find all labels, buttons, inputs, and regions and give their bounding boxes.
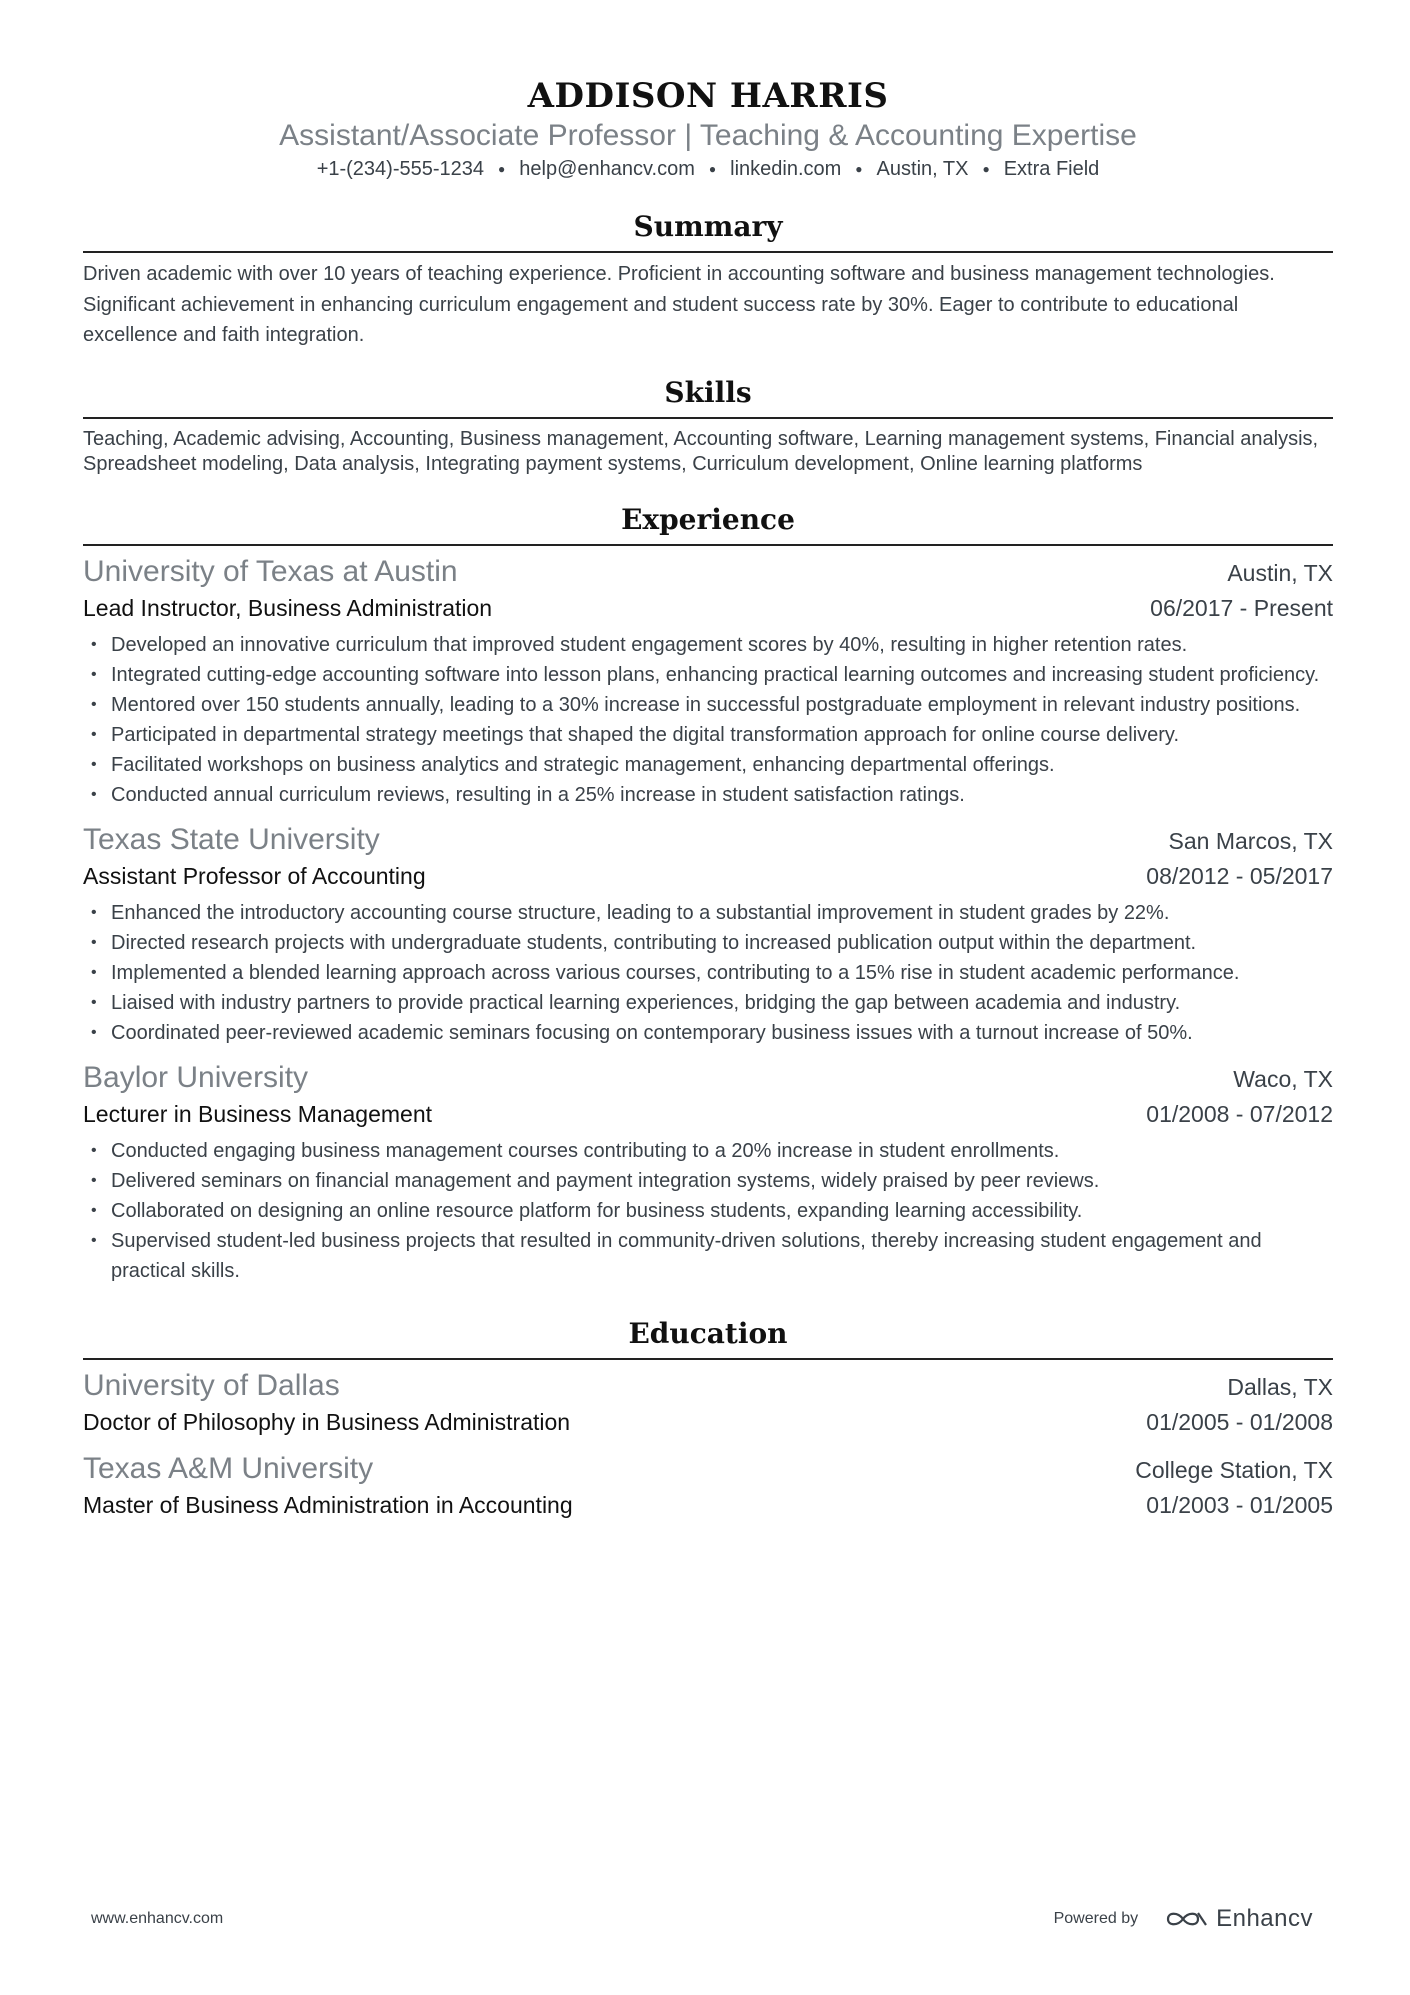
footer-url[interactable]: www.enhancv.com — [91, 1910, 224, 1927]
bullet-item: • Directed research projects with undergraduate students, contributing to increased publication output within the department. — [83, 928, 1333, 958]
bullet-item: • Developed an innovative curriculum that improved student engagement scores by 40%, resulting in higher retention rates. — [83, 630, 1333, 660]
candidate-name: ADDISON HARRIS — [527, 76, 889, 116]
resume-header — [83, 0, 1333, 181]
powered-by-label: Powered by — [1053, 1910, 1139, 1927]
candidate-title: Assistant/Associate Professor | Teaching & Accounting Expertise — [279, 119, 1137, 152]
resume-page — [83, 0, 1333, 1995]
summary-text: Driven academic with over 10 years of teaching experience. Proficient in accounting software and business management technologies. Significant achievement in enhancing curriculum engagement and student success rate by 30%. Eager to contribute to educational excellence and faith integration. — [83, 263, 1275, 346]
job-title: Lecturer in Business Management — [83, 1100, 433, 1127]
bullet-item: • Participated in departmental strategy meetings that shaped the digital transformation approach for online course delivery. — [83, 720, 1333, 750]
contact-linkedin[interactable]: linkedin.com — [730, 158, 842, 180]
education-dates: 01/2005 - 01/2008 — [1146, 1408, 1333, 1435]
job-title: Lead Instructor, Business Administration — [83, 594, 493, 621]
school-name: University of Dallas — [83, 1368, 340, 1402]
separator-dot: ● — [498, 162, 506, 176]
contact-location: Austin, TX — [876, 158, 969, 180]
contact-phone: +1-(234)-555-1234 — [316, 158, 485, 180]
job-dates: 08/2012 - 05/2017 — [1146, 862, 1333, 889]
job-dates: 01/2008 - 07/2012 — [1146, 1100, 1333, 1127]
bullet-item: • Collaborated on designing an online resource platform for business students, expanding learning accessibility. — [83, 1196, 1333, 1226]
job-bullets — [83, 1136, 1333, 1286]
section-divider — [83, 417, 1333, 419]
brand-logo[interactable] — [1164, 1905, 1313, 1933]
bullet-item: • Conducted engaging business management courses contributing to a 20% increase in student enrollments. — [83, 1136, 1333, 1166]
job-bullets — [83, 898, 1333, 1048]
degree-name: Doctor of Philosophy in Business Administration — [83, 1408, 571, 1435]
job-dates: 06/2017 - Present — [1150, 594, 1333, 621]
contact-line — [83, 157, 1333, 181]
summary-heading: Summary — [633, 210, 783, 243]
employer-name: Baylor University — [83, 1060, 309, 1094]
job-location: San Marcos, TX — [1168, 827, 1333, 854]
contact-extra-field: Extra Field — [1003, 158, 1100, 180]
experience-entry — [83, 822, 1333, 1048]
separator-dot: ● — [855, 162, 863, 176]
experience-heading: Experience — [621, 502, 795, 536]
section-divider — [83, 251, 1333, 253]
employer-name: Texas State University — [83, 822, 380, 856]
bullet-item: • Enhanced the introductory accounting course structure, leading to a substantial improvement in student grades by 22%. — [83, 898, 1333, 928]
job-title: Assistant Professor of Accounting — [83, 862, 426, 889]
education-dates: 01/2003 - 01/2005 — [1146, 1491, 1333, 1518]
enhancv-logo-icon — [1164, 1907, 1210, 1931]
contact-email[interactable]: help@enhancv.com — [519, 158, 695, 180]
bullet-item: • Supervised student-led business projects that resulted in community-driven solutions, thereby increasing student engagement and practical skills. — [83, 1226, 1333, 1286]
job-bullets — [83, 630, 1333, 810]
school-location: College Station, TX — [1135, 1456, 1333, 1483]
section-divider — [83, 544, 1333, 546]
bullet-item: • Implemented a blended learning approach across various courses, contributing to a 15% rise in student academic performance. — [83, 958, 1333, 988]
job-location: Austin, TX — [1227, 559, 1333, 586]
page-footer — [83, 1905, 1333, 1933]
powered-by — [1054, 1905, 1333, 1933]
school-location: Dallas, TX — [1227, 1373, 1333, 1400]
skills-text: Teaching, Academic advising, Accounting, Business management, Accounting software, Learning management systems, Financial analysis, Spreadsheet modeling, Data analysis, Integrating payment systems, Curriculum development, Online learning platforms — [83, 427, 1319, 475]
degree-name: Master of Business Administration in Accounting — [83, 1491, 573, 1518]
experience-entry — [83, 554, 1333, 810]
brand-name: Enhancv — [1216, 1905, 1313, 1932]
education-entry — [83, 1451, 1333, 1522]
separator-dot: ● — [708, 162, 717, 176]
skills-heading: Skills — [664, 375, 752, 409]
bullet-item: • Mentored over 150 students annually, leading to a 30% increase in successful postgraduate employment in relevant industry positions. — [83, 690, 1333, 720]
job-location: Waco, TX — [1233, 1065, 1333, 1092]
bullet-item: • Conducted annual curriculum reviews, resulting in a 25% increase in student satisfaction ratings. — [83, 780, 1333, 810]
bullet-item: • Facilitated workshops on business analytics and strategic management, enhancing departmental offerings. — [83, 750, 1333, 780]
employer-name: University of Texas at Austin — [83, 554, 458, 588]
bullet-item: • Liaised with industry partners to provide practical learning experiences, bridging the gap between academia and industry. — [83, 988, 1333, 1018]
school-name: Texas A&M University — [83, 1451, 374, 1485]
bullet-item: • Delivered seminars on financial management and payment integration systems, widely praised by peer reviews. — [83, 1166, 1333, 1196]
bullet-item: • Integrated cutting-edge accounting software into lesson plans, enhancing practical learning outcomes and increasing student proficiency. — [83, 660, 1333, 690]
bullet-item: • Coordinated peer-reviewed academic seminars focusing on contemporary business issues with a turnout increase of 50%. — [83, 1018, 1333, 1048]
separator-dot: ● — [982, 162, 990, 176]
education-heading: Education — [628, 1316, 788, 1350]
section-divider — [83, 1358, 1333, 1360]
experience-entry — [83, 1060, 1333, 1286]
education-entry — [83, 1368, 1333, 1439]
